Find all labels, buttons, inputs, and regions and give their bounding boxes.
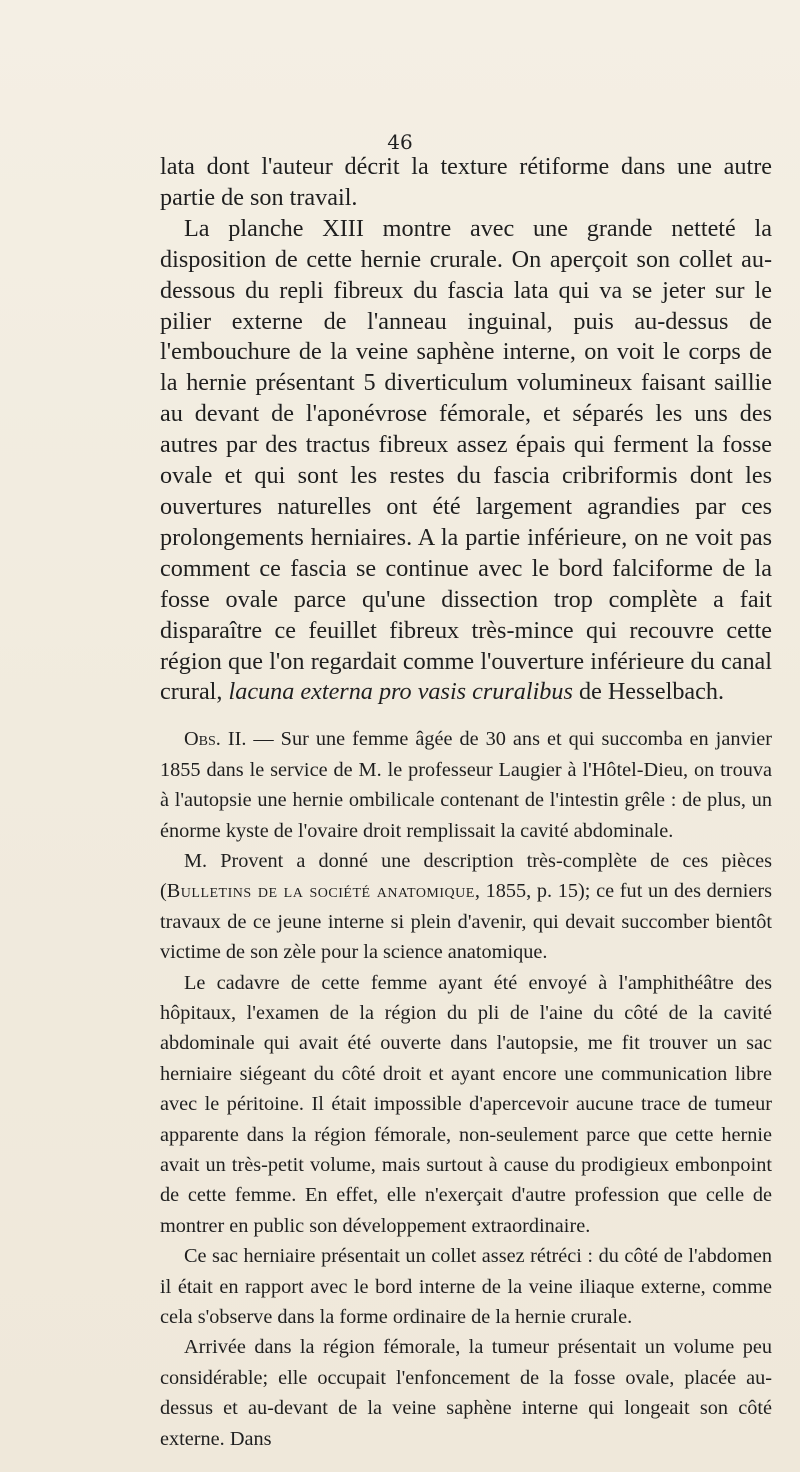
page-body	[160, 152, 772, 1454]
observation-section	[160, 724, 772, 1454]
citation-bulletins: Bulletins de la société anatomique	[166, 880, 475, 903]
paragraph-text-after: , 1855, p. 15); ce fut un des derniers travaux de ce jeune interne si plein d'avenir, qui devait succomber bientôt victime de son zèle pour la science anatomique.	[160, 880, 772, 964]
paragraph-text-before: M. Provent a donné une description très-complète de ces pièces (	[160, 849, 772, 903]
paragraph-cadavre: Le cadavre de cette femme ayant été envoyé à l'amphithéâtre des hôpitaux, l'examen de la région du pli de l'aine du côté de la cavité abdominale qui avait été ouverte dans l'autopsie, me fit trouver un sac herniaire siégeant du côté droit et ayant encore une communication libre avec le péritoine. Il était impossible d'apercevoir aucune trace de tumeur apparente dans la région fémorale, non-seulement parce que cette hernie avait un très-petit volume, mais surtout à cause du prodigieux embonpoint de cette femme. En effet, elle n'exerçait d'autre profession que celle de montrer en public son développement extraordinaire.	[160, 971, 772, 1237]
main-text-section	[160, 152, 772, 708]
paragraph-tail: de Hesselbach.	[578, 678, 725, 706]
paragraph-continuation: lata dont l'auteur décrit la texture rétiforme dans une autre partie de son travail.	[160, 153, 772, 211]
paragraph-provent	[160, 846, 772, 968]
observation-label: Obs. II.	[184, 728, 247, 751]
paragraph-text: La planche XIII montre avec une grande netteté la disposition de cette hernie crurale. On aperçoit son collet au-dessous du repli fibreux du fascia lata qui va se jeter sur le pilier externe de l'anneau inguinal, puis au-dessus de l'embouchure de la veine saphène interne, on voit le corps de la hernie présentant 5 diverticulum volumineux faisant saillie au devant de l'aponévrose fémorale, et séparés les uns des autres par des tractus fibreux assez épais qui ferment la fosse ovale et qui sont les restes du fascia cribriformis dont les ouvertures naturelles ont été largement agrandies par ces prolongements herniaires. A la partie inférieure, on ne voit pas comment ce fascia se continue avec le bord falciforme de la fosse ovale parce qu'une dissection trop complète a fait disparaître ce feuillet fibreux très-mince qui recouvre cette région que l'on regardait comme l'ouverture inférieure du canal crural,	[160, 214, 772, 706]
italic-latin-term: lacuna externa pro vasis cruralibus	[228, 678, 573, 706]
paragraph-sac-herniaire: Ce sac herniaire présentait un collet assez rétréci : du côté de l'abdomen il était en rapport avec le bord interne de la veine iliaque externe, comme cela s'observe dans la forme ordinaire de la hernie crurale.	[160, 1245, 772, 1329]
paragraph-obs-ii	[160, 724, 772, 846]
page-number: 46	[387, 130, 413, 154]
paragraph-text: — Sur une femme âgée de 30 ans et qui succomba en janvier 1855 dans le service de M. le professeur Laugier à l'Hôtel-Dieu, on trouva à l'autopsie une hernie ombilicale contenant de l'intestin grêle : de plus, un énorme kyste de l'ovaire droit remplissait la cavité abdominale.	[160, 728, 772, 842]
paragraph-planche-xiii	[160, 214, 772, 709]
paragraph-region-femorale: Arrivée dans la région fémorale, la tumeur présentait un volume peu considérable; elle occupait l'enfoncement de la fosse ovale, placée au-dessus et au-devant de la veine saphène interne qui longeait son côté externe. Dans	[160, 1336, 772, 1450]
